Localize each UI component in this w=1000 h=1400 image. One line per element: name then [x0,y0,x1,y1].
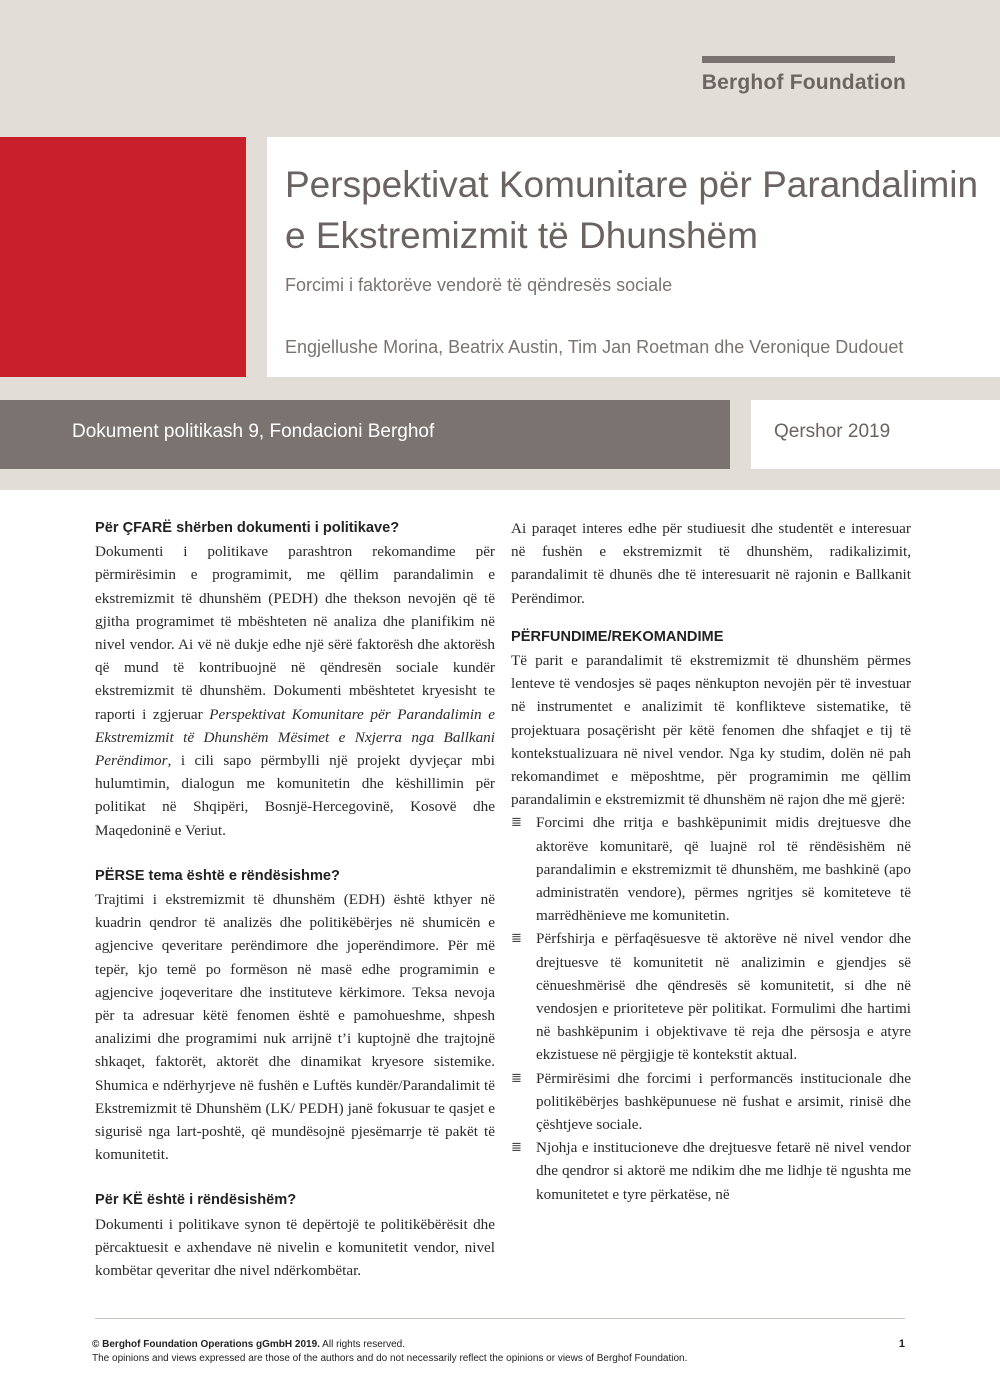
authors: Engjellushe Morina, Beatrix Austin, Tim Jan Roetman dhe Veronique Dudouet [285,337,904,357]
logo-text: Berghof Foundation [701,71,906,94]
left-column [95,517,495,1282]
list-item [511,811,911,927]
page-subtitle: Forcimi i faktorëve vendorë të qëndresës sociale [285,275,673,295]
right-column [511,517,911,1206]
date-box [751,400,1000,469]
series-label: Dokument politikash 9, Fondacioni Berghof [72,421,435,442]
section-text-what-a: Dokumenti i politikave parashtron rekomandime për përmirësimin e programimit, me qëllim parandalimin e ekstremizmit të dhunshëm (PEDH) dhe thekson nevojën që të gjitha programimet të mbështeten në analiza dhe planifikim në nivel vendor. Ai vë në dukje edhe një sërë faktorësh dhe aktorësh që mund të kontribuojnë në qëndresën sociale kundër ekstremizmit të dhunshëm. Dokumenti mbështetet kryesisht te raporti i zgjeruar [95,543,495,723]
section-heading-why: PËRSE tema është e rëndësishme? [95,867,340,884]
section-text-why: Trajtimi i ekstremizmit të dhunshëm (EDH) është kthyer në kuadrin qendror të analizës dhe politikëbërjes në shumicën e agjencive qeveritare perëndimore dhe joperëndimore. Për më tepër, kjo temë po formëson në masë edhe programimin e agjencive joqeveritare dhe instituteve kërkimore. Teksa nevoja për ta adresuar këtë fenomen është e pamohueshme, shpesh analizimi dhe programimi nuk arrijnë t’i kuptojnë dhe trajtojnë shkaqet, faktorët, aktorët dhe dinamikat kryesore sistemike. Shumica e ndërhyrjeve në fushën e Luftës kundër/Parandalimit të Ekstremizmit të Dhunshëm (LK/ PEDH) janë fokusuar te qasjet e sigurisë nga lart-poshtë, që mundësojnë pjesëmarrje të pakët të komunitetit. [95,891,495,1164]
list-item [511,1136,911,1206]
section-text-who: Dokumenti i politikave synon të depërtojë te politikëbërësit dhe përcaktuesit e axhendave në nivelin e komunitetit vendor, nivel kombëtar qeveritar dhe nivel ndërkombëtar. [95,1215,495,1280]
copyright: © Berghof Foundation Operations gGmbH 2019. [92,1339,320,1350]
footer-copyright-line [92,1338,912,1352]
conclusions-text: Të parit e parandalimit të ekstremizmit të dhunshëm përmes lenteve të vendosjes së paqes nënkupton nevojën për të investuar në instrumentet e analizimit të konflikteve sistematike, të projektuara posaçërisht për këtë fenomen dhe shfaqjet e tij të kontekstualizuara në nivel vendor. Nga ky studim, dolën në pah rekomandimet e mëposhtme, për programimin me qëllim parandalimin e ekstremizmit të dhunshëm në rajon dhe më gjerë: [511,652,911,809]
list-item [511,927,911,1066]
disclaimer: The opinions and views expressed are those of the authors and do not necessarily reflect the opinions or views of Berghof Foundation. [92,1353,688,1364]
recommendations-list [511,811,911,1205]
footer [92,1338,912,1366]
section-heading-conclusions: PËRFUNDIME/REKOMANDIME [511,628,724,645]
list-item-text: Forcimi dhe rritja e bashkëpunimit midis drejtuesve dhe aktorëve komunitarë, që luajnë rol të rëndësishëm në parandalimin e ekstremizmit të dhunshëm, me bashkinë (apo administratën vendore), përmes ngritjes së komiteteve të marrëdhënieve me komunitetin. [536,814,911,925]
list-bullet-icon: ≣ [511,815,522,831]
series-bar [0,400,730,469]
page-number: 1 [898,1338,905,1350]
list-item-text: Përfshirja e përfaqësuesve të aktorëve në nivel vendor dhe drejtuesve të komunitetit në analizimin e gjendjes së cënueshmërisë dhe qëndresës së komunitetit, si dhe në vendosjen e prioriteteve për politikat. Formulimi dhe hartimi në bashkëpunim i objektivave të reja dhe përsosja e atyre ekzistuese në përgjigje të kontekstit aktual. [536,930,911,1064]
section-text-what [95,540,495,842]
footer-divider [95,1318,905,1319]
berghof-logo [702,56,906,95]
section-text-what-b: , i cili sapo përmbylli një projekt dyvjeçar mbi hulumtimin, dialogun me komunitetin dhe këshillimin për politikat në Shqipëri, Bosnjë-Hercegovinë, Kosovë dhe Maqedoninë e Veriut. [95,752,495,839]
report-title-italic: Perspektivat Komunitare për Parandalimin e Ekstremizmit të Dhunshëm Mësimet e Nxjerra nga Ballkani Perëndimor [95,705,495,770]
page-title: Perspektivat Komunitare për Parandalimin e Ekstremizmit të Dhunshëm [285,164,979,256]
list-bullet-icon: ≣ [511,1070,522,1086]
list-item-text: Përmirësimi dhe forcimi i performancës institucionale dhe politikëbërjes bashkëpunuese në fushat e arsimit, rinisë dhe çështjeve sociale. [536,1069,911,1134]
audience-text: Ai paraqet interes edhe për studiuesit dhe studentët e interesuar në fushën e ekstremizmit të dhunshëm, radikalizimit, parandalimit të dhunës dhe të interesuarit në rajonin e Ballkanit Perëndimor. [511,520,911,607]
rights-reserved: All rights reserved. [319,1339,405,1350]
list-bullet-icon: ≣ [511,1140,522,1156]
title-box [267,137,1000,377]
section-heading-what: Për ÇFARË shërben dokumenti i politikave? [95,520,400,536]
date-label: Qershor 2019 [774,421,891,442]
list-item-text: Njohja e institucioneve dhe drejtuesve fetarë në nivel vendor dhe qendror si aktorë me ndikim dhe me lidhje të ngushta me komunitetet e tyre përkatëse, në [536,1139,911,1203]
list-bullet-icon: ≣ [511,931,522,947]
logo-bar [702,56,895,63]
list-item [511,1067,911,1137]
section-heading-who: Për KË është i rëndësishëm? [95,1192,297,1209]
red-accent-block [0,137,246,377]
